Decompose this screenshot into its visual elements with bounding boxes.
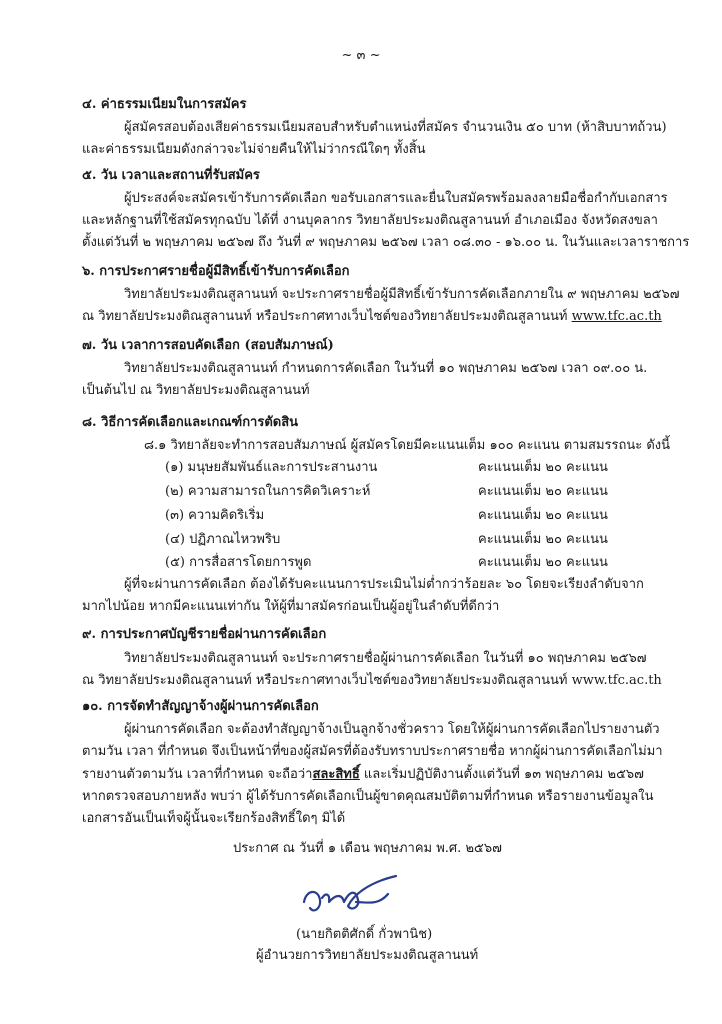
section-8-paragraph-line: ผู้ที่จะผ่านการคัดเลือก ต้องได้รับคะแนนการประเมินไม่ต่ำกว่าร้อยละ ๖๐ โดยจะเรียงลำดับจาก xyxy=(124,577,644,592)
section-9-paragraph-line: ณ วิทยาลัยประมงติณสูลานนท์ หรือประกาศทางเว็บไซต์ของวิทยาลัยประมงติณสูลานนท์ www.tfc.ac.th xyxy=(82,673,662,688)
criteria-score: คะแนนเต็ม ๒๐ คะแนน xyxy=(478,532,608,547)
section-6-paragraph-line xyxy=(82,307,662,327)
section-4-paragraph-line: และค่าธรรมเนียมดังกล่าวจะไม่จ่ายคืนให้ไม่ว่ากรณีใดๆ ทั้งสิ้น xyxy=(82,142,426,157)
section-6-paragraph-line: วิทยาลัยประมงติณสูลานนท์ จะประกาศรายชื่อผู้มีสิทธิ์เข้ารับการคัดเลือกภายใน ๙ พฤษภาคม ๒๕๖๗ xyxy=(124,287,680,302)
section-9-heading: ๙. การประกาศบัญชีรายชื่อผ่านการคัดเลือก xyxy=(82,627,327,642)
handwritten-signature xyxy=(296,872,406,920)
section-8-heading: ๘. วิธีการคัดเลือกและเกณฑ์การตัดสิน xyxy=(82,415,299,430)
section-5-paragraph-line: ตั้งแต่วันที่ ๒ พฤษภาคม ๒๕๖๗ ถึง วันที่ ๙ พฤษภาคม ๒๕๖๗ เวลา ๐๘.๓๐ - ๑๖.๐๐ น. ในวันและเวลาราชการ xyxy=(82,235,690,250)
section-10-heading: ๑๐. การจัดทำสัญญาจ้างผู้ผ่านการคัดเลือก xyxy=(82,699,319,714)
section-10-paragraph-line xyxy=(82,765,644,785)
criteria-label: (๒) ความสามารถในการคิดวิเคราะห์ xyxy=(165,484,371,499)
criteria-label: (๕) การสื่อสารโดยการพูด xyxy=(165,555,312,570)
section-10-paragraph-line: ผู้ผ่านการคัดเลือก จะต้องทำสัญญาจ้างเป็นลูกจ้างชั่วคราว โดยให้ผู้ผ่านการคัดเลือกไปรายงานตัว xyxy=(124,722,660,737)
page-number: ~ ๓ ~ xyxy=(341,48,381,63)
section-7-paragraph-line: วิทยาลัยประมงติณสูลานนท์ กำหนดการคัดเลือก ในวันที่ ๑๐ พฤษภาคม ๒๕๖๗ เวลา ๐๙.๐๐ น. xyxy=(124,361,648,376)
criteria-label: (๑) มนุษยสัมพันธ์และการประสานงาน xyxy=(165,460,378,475)
criteria-score: คะแนนเต็ม ๒๐ คะแนน xyxy=(478,484,608,499)
criteria-score: คะแนนเต็ม ๒๐ คะแนน xyxy=(478,508,608,523)
section-4-heading: ๔. ค่าธรรมเนียมในการสมัคร xyxy=(82,97,247,112)
section-5-paragraph-line: ผู้ประสงค์จะสมัครเข้ารับการคัดเลือก ขอรับเอกสารและยื่นใบสมัครพร้อมลงลายมือชื่อกำกับเอกสาร xyxy=(124,191,668,206)
forfeit-emphasis: สละสิทธิ์ xyxy=(312,767,360,782)
section-8-paragraph-line: มากไปน้อย หากมีคะแนนเท่ากัน ให้ผู้ที่มาสมัครก่อนเป็นผู้อยู่ในลำดับที่ดีกว่า xyxy=(82,599,500,614)
signatory-position: ผู้อำนวยการวิทยาลัยประมงติณสูลานนท์ xyxy=(256,948,479,963)
section-7-heading: ๗. วัน เวลาการสอบคัดเลือก (สอบสัมภาษณ์) xyxy=(82,338,334,353)
section-10-text: และเริ่มปฏิบัติงานตั้งแต่วันที่ ๑๓ พฤษภาคม ๒๕๖๗ xyxy=(359,767,644,782)
section-8-intro: ๘.๑ วิทยาลัยจะทำการสอบสัมภาษณ์ ผู้สมัครโดยมีคะแนนเต็ม ๑๐๐ คะแนน ตามสมรรถนะ ดังนี้ xyxy=(144,438,671,453)
section-6-heading: ๖. การประกาศรายชื่อผู้มีสิทธิ์เข้ารับการคัดเลือก xyxy=(82,264,350,279)
section-5-heading: ๕. วัน เวลาและสถานที่รับสมัคร xyxy=(82,168,260,183)
section-6-text: ณ วิทยาลัยประมงติณสูลานนท์ หรือประกาศทางเว็บไซต์ของวิทยาลัยประมงติณสูลานนท์ xyxy=(82,309,568,324)
website-link[interactable]: www.tfc.ac.th xyxy=(571,309,662,324)
section-10-paragraph-line: หากตรวจสอบภายหลัง พบว่า ผู้ได้รับการคัดเลือกเป็นผู้ขาดคุณสมบัติตามที่กำหนด หรือรายงานข้อมูลใน xyxy=(82,789,654,804)
section-10-paragraph-line: เอกสารอันเป็นเท็จผู้นั้นจะเรียกร้องสิทธิ์ใดๆ มิได้ xyxy=(82,811,346,826)
announcement-date: ประกาศ ณ วันที่ ๑ เดือน พฤษภาคม พ.ศ. ๒๕๖๗ xyxy=(233,841,502,856)
signatory-name: (นายกิตติศักดิ์ กั่วพานิช) xyxy=(296,927,433,942)
criteria-score: คะแนนเต็ม ๒๐ คะแนน xyxy=(478,460,608,475)
criteria-label: (๔) ปฏิภาณไหวพริบ xyxy=(165,532,281,547)
section-9-paragraph-line: วิทยาลัยประมงติณสูลานนท์ จะประกาศรายชื่อผู้ผ่านการคัดเลือก ในวันที่ ๑๐ พฤษภาคม ๒๕๖๗ xyxy=(124,651,647,666)
section-10-paragraph-line: ตามวัน เวลา ที่กำหนด จึงเป็นหน้าที่ของผู้สมัครที่ต้องรับทราบประกาศรายชื่อ หากผู้ผ่านการคัดเลือกไม่มา xyxy=(82,744,663,759)
criteria-score: คะแนนเต็ม ๒๐ คะแนน xyxy=(478,555,608,570)
criteria-label: (๓) ความคิดริเริ่ม xyxy=(165,508,265,523)
section-4-paragraph-line: ผู้สมัครสอบต้องเสียค่าธรรมเนียมสอบสำหรับตำแหน่งที่สมัคร จำนวนเงิน ๕๐ บาท (ห้าสิบบาทถ้วน) xyxy=(124,120,667,135)
section-5-paragraph-line: และหลักฐานที่ใช้สมัครทุกฉบับ ได้ที่ งานบุคลากร วิทยาลัยประมงติณสูลานนท์ อำเภอเมือง จังหวัดสงขลา xyxy=(82,213,658,228)
section-10-text: รายงานตัวตามวัน เวลาที่กำหนด จะถือว่า xyxy=(82,767,313,782)
section-7-paragraph-line: เป็นต้นไป ณ วิทยาลัยประมงติณสูลานนท์ xyxy=(82,383,310,398)
